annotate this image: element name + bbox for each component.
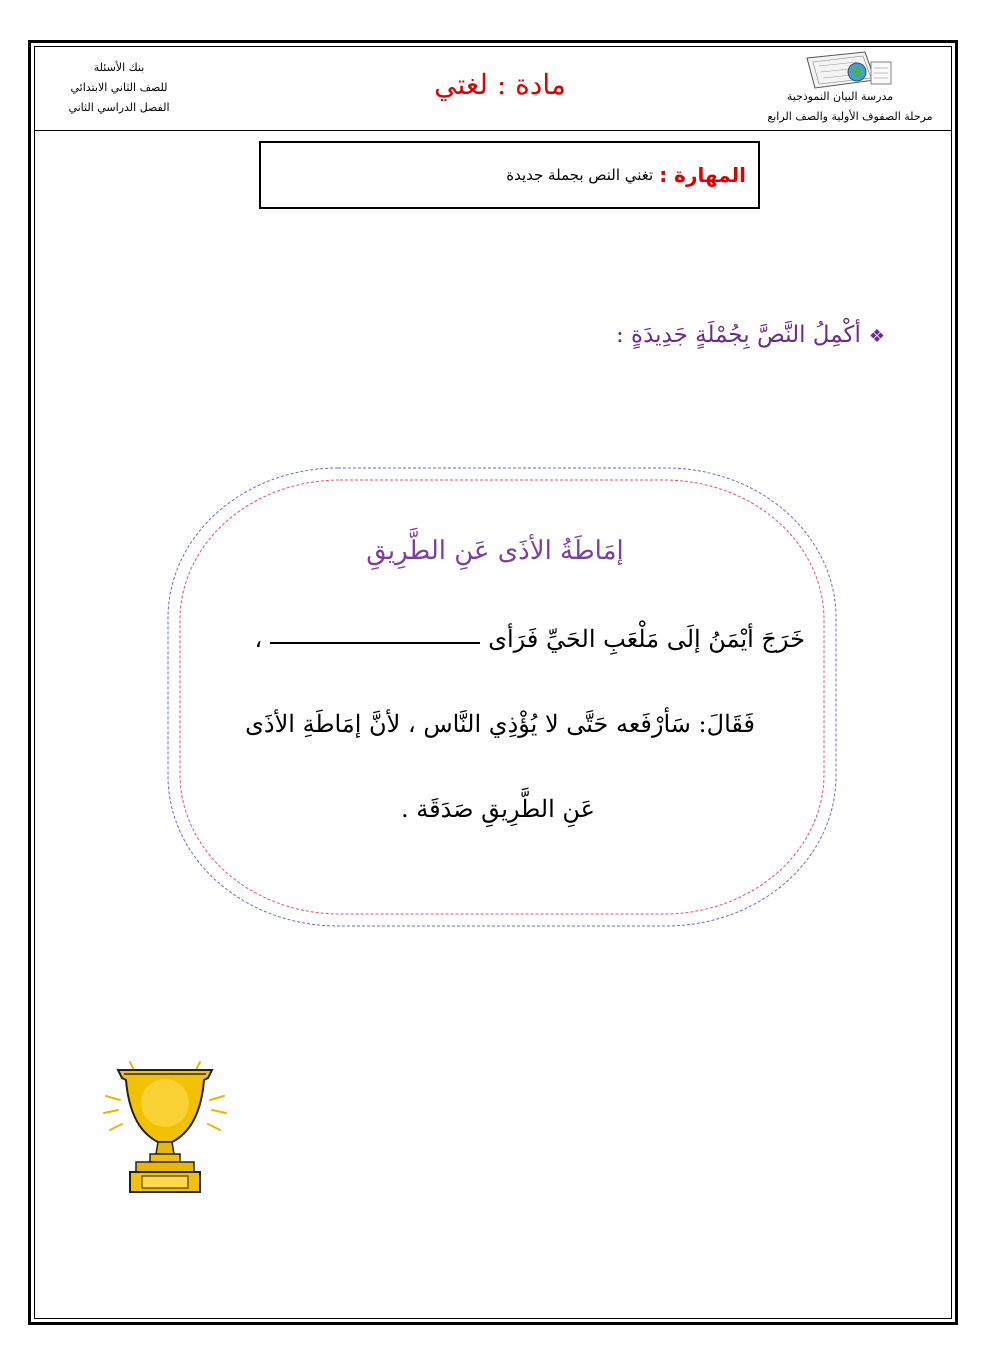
passage-line-2: فَقَالَ: سَأرْفَعه حَتَّى لا يُؤْذِي النَّاس ، لأنَّ إمَاطَةِ الأذَى [245,710,755,738]
school-name: مدرسة البيان النموذجية [786,90,894,103]
header-left-line: بنك الأسئلة [93,61,145,74]
header-left-line: الفصل الدراسي الثاني [68,101,170,114]
skill-text: تغني النص بجملة جديدة [506,166,654,184]
header-left-line: للصف الثاني الابتدائي [70,81,168,94]
diamond-bullet-icon: ❖ [868,326,885,347]
skill-label: المهارة : [659,163,746,187]
subject-title: مادة : لغتي [434,68,566,101]
header-divider [34,130,952,131]
passage-line-3: عَنِ الطَّرِيقِ صَدَقَة . [400,795,595,823]
answer-blank[interactable] [270,638,480,644]
instruction [560,322,885,348]
passage-line-1-comma: ، [254,625,263,653]
school-stage: مرحلة الصفوف الأولية والصف الرابع [767,110,933,123]
passage-title: إمَاطَةُ الأذَى عَنِ الطَّرِيقِ [366,536,624,566]
passage-line-1 [200,625,805,653]
instruction-text: أكْمِلُ النَّصَّ بِجُمْلَةٍ جَدِيدَةٍ : [615,322,861,348]
header-left-info [44,58,194,118]
passage-line-1-text: خَرَجَ أيْمَنُ إلَى مَلْعَبِ الحَيِّ فَرَأى [488,625,805,653]
trophy-icon [100,1058,230,1198]
skill-box [259,141,760,209]
school-logo-icon [805,50,895,92]
